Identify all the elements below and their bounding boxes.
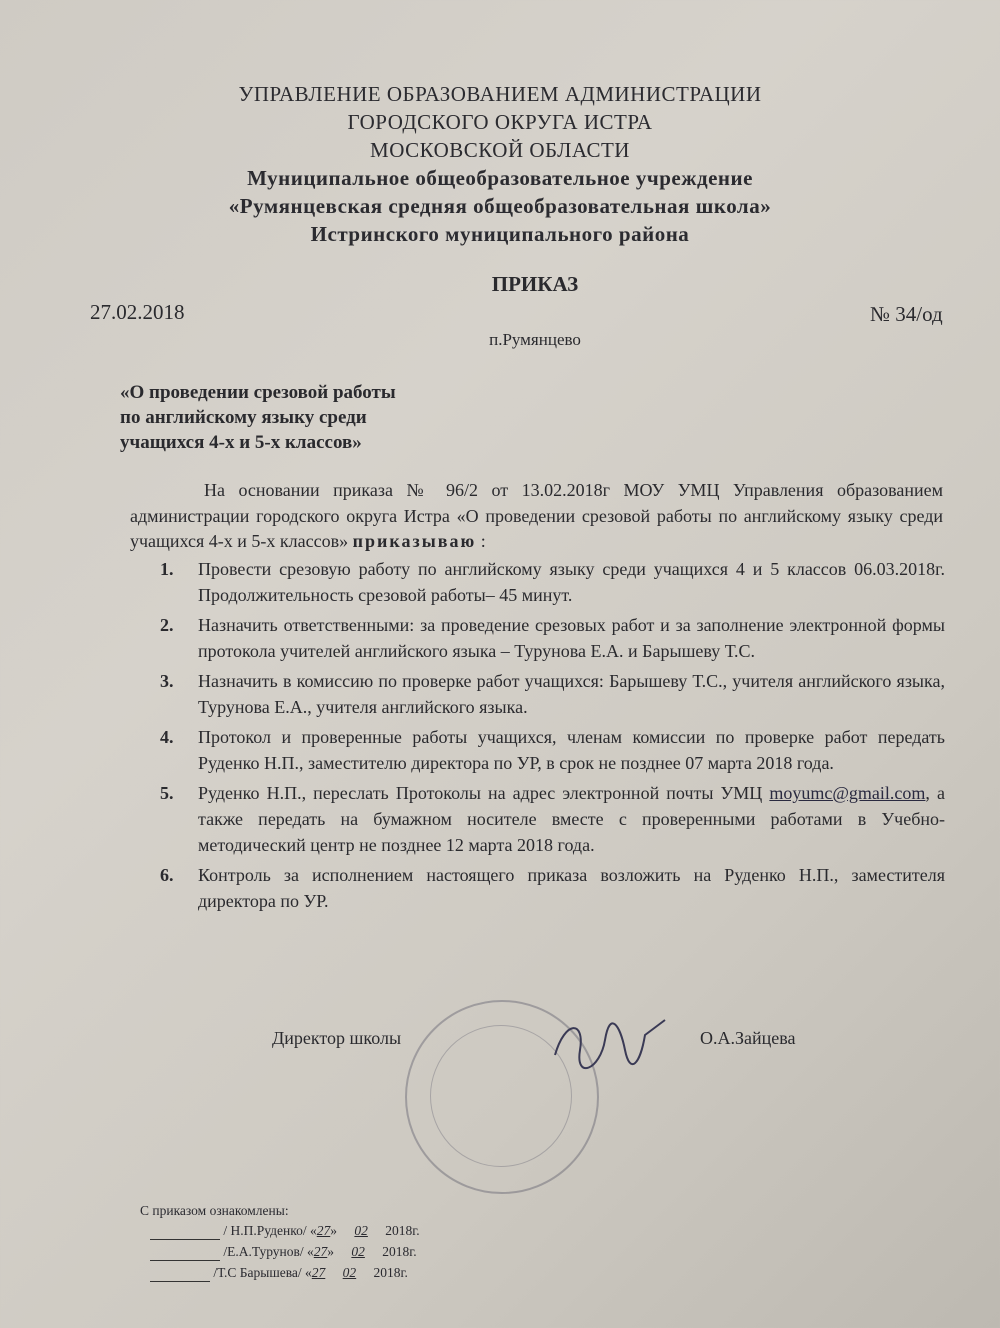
- ack-month: 02: [342, 1265, 357, 1280]
- item-number: 6.: [160, 865, 174, 885]
- subject-line-2: по английскому языку среди: [120, 407, 367, 428]
- order-items-list: [160, 556, 945, 918]
- order-date: 27.02.2018: [90, 300, 185, 324]
- ack-year: 2018г.: [382, 1244, 417, 1259]
- ack-row-1: [150, 1223, 490, 1240]
- ack-row-3: [150, 1265, 490, 1282]
- item-number: 1.: [160, 559, 174, 579]
- item-text: Назначить в комиссию по проверке работ учащихся: Барышеву Т.С., учителя английского языка, Турунова Е.А., учителя английского языка.: [198, 671, 945, 717]
- order-item-1: [160, 556, 945, 608]
- signature-role: Директор школы: [272, 1028, 402, 1048]
- email-link[interactable]: moyumc@gmail.com: [769, 783, 926, 803]
- item-number: 3.: [160, 671, 174, 691]
- header-school-name: «Румянцевская средняя общеобразовательная школа»: [228, 194, 772, 218]
- ack-day: 27: [311, 1265, 326, 1280]
- item-number: 2.: [160, 615, 174, 635]
- order-subject: [120, 380, 396, 455]
- ack-day: 27: [313, 1244, 328, 1259]
- order-number: № 34/од: [870, 302, 943, 326]
- ack-person: /Т.С Барышева/ «: [213, 1265, 312, 1280]
- ack-sign-line: [150, 1265, 210, 1282]
- item-text: Протокол и проверенные работы учащихся, членам комиссии по проверке работ передать Руденко Н.П., заместителю директора по УР, в срок не позднее 07 марта 2018 года.: [198, 727, 945, 773]
- ack-row-2: [150, 1244, 490, 1261]
- ack-mid: »: [327, 1244, 334, 1259]
- ack-year: 2018г.: [373, 1265, 408, 1280]
- header-line-2: ГОРОДСКОГО ОКРУГА ИСТРА: [347, 110, 653, 134]
- order-word: приказываю: [352, 531, 477, 551]
- ack-person: /Е.А.Турунов/ «: [223, 1244, 314, 1259]
- item-number: 4.: [160, 727, 174, 747]
- ack-day: 27: [316, 1223, 331, 1238]
- intro-text: На основании приказа № 96/2 от 13.02.2018г МОУ УМЦ Управления образованием администрации городского округа Истра «О проведении срезовой работы по английскому языку среди учащихся 4-х и 5-х классов»: [130, 480, 943, 551]
- item-text-after: , а также передать на бумажном носителе вместе с проверенными работами в Учебно-методический центр не позднее 12 марта 2018 года.: [198, 783, 945, 855]
- director-signature-icon: [545, 1010, 685, 1080]
- header-line-3: МОСКОВСКОЙ ОБЛАСТИ: [370, 138, 630, 162]
- subject-line-1: «О проведении срезовой работы: [120, 382, 396, 403]
- intro-paragraph: [130, 478, 943, 555]
- order-item-2: [160, 612, 945, 664]
- ack-person: / Н.П.Руденко/ «: [223, 1223, 317, 1238]
- item-text: Провести срезовую работу по английскому языку среди учащихся 4 и 5 классов 06.03.2018г. Продолжительность срезовой работы– 45 минут.: [198, 559, 945, 605]
- ack-month: 02: [354, 1223, 368, 1238]
- document-title: ПРИКАЗ: [491, 272, 579, 296]
- ack-sign-line: [150, 1244, 220, 1261]
- header-school-type: Муниципальное общеобразовательное учреждение: [247, 166, 753, 190]
- item-text: Назначить ответственными: за проведение срезовых работ и за заполнение электронной формы протокола учителей английского языка – Турунова Е.А. и Барышеву Т.С.: [198, 615, 945, 661]
- subject-line-3: учащихся 4-х и 5-х классов»: [120, 432, 362, 453]
- order-item-5: [160, 780, 945, 858]
- ack-sign-line: [150, 1223, 220, 1240]
- intro-colon: :: [480, 531, 486, 551]
- order-item-4: [160, 724, 945, 776]
- item-text: Руденко Н.П., переслать Протоколы на адрес электронной почты УМЦ: [198, 783, 763, 803]
- order-place: п.Румянцево: [489, 330, 581, 349]
- item-number: 5.: [160, 783, 174, 803]
- ack-heading: С приказом ознакомлены:: [140, 1203, 289, 1218]
- header-district: Истринского муниципального района: [310, 222, 690, 246]
- signature-name: О.А.Зайцева: [700, 1028, 796, 1048]
- order-item-6: [160, 862, 945, 914]
- item-text: Контроль за исполнением настоящего приказа возложить на Руденко Н.П., заместителя директора по УР.: [198, 865, 945, 911]
- ack-month: 02: [351, 1244, 365, 1259]
- order-item-3: [160, 668, 945, 720]
- ack-mid: »: [330, 1223, 337, 1238]
- header-line-1: УПРАВЛЕНИЕ ОБРАЗОВАНИЕМ АДМИНИСТРАЦИИ: [238, 82, 762, 106]
- ack-year: 2018г.: [385, 1223, 420, 1238]
